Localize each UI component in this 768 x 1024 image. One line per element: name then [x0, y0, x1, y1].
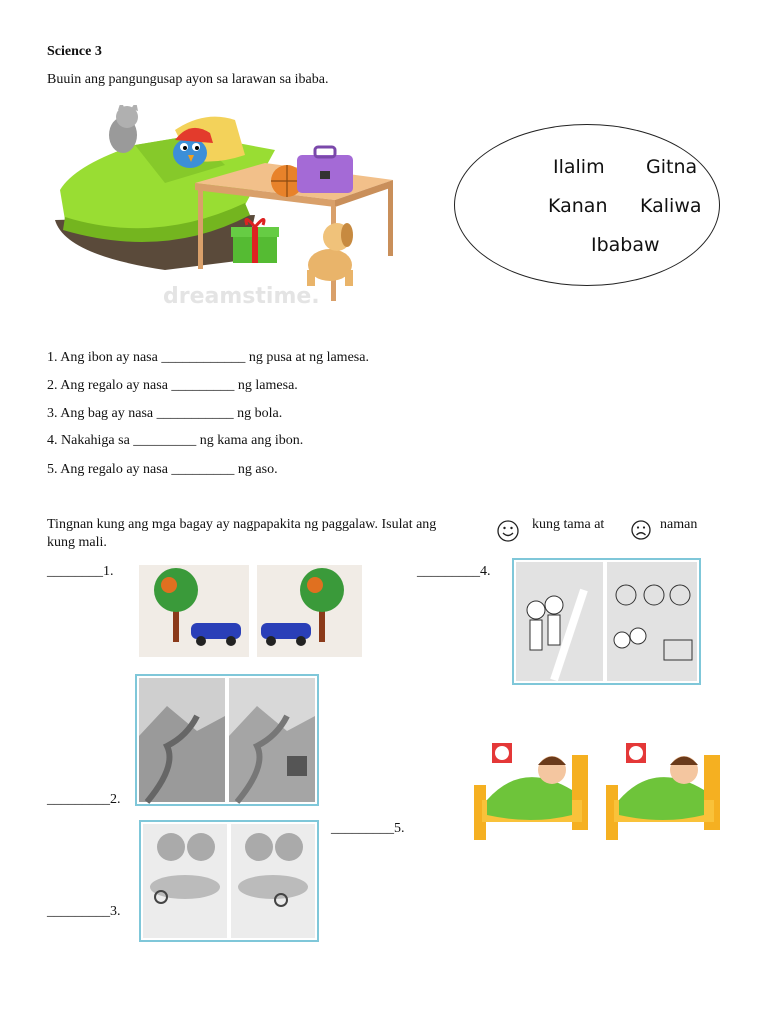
question-3: 3. Ang bag ay nasa ___________ ng bola.	[47, 406, 283, 421]
item-5-blank: _________5.	[331, 821, 405, 836]
question-5: 5. Ang regalo ay nasa _________ ng aso.	[47, 462, 278, 477]
word-ilalim: Ilalim	[553, 156, 605, 178]
watermark-text: dreamstime.	[163, 284, 320, 309]
item-1-blank: ________1.	[47, 564, 114, 579]
item-2-landscape-pictures	[137, 676, 317, 804]
item-5-picture-b	[604, 740, 729, 848]
item-5-picture-a	[472, 740, 597, 848]
item-4-blank: _________4.	[417, 564, 491, 579]
word-kaliwa: Kaliwa	[640, 195, 702, 217]
bedroom-scene-illustration	[45, 105, 425, 315]
bird	[173, 138, 207, 168]
car	[261, 623, 311, 639]
item-3-picture-frame	[139, 820, 319, 942]
word-ibabaw: Ibabaw	[591, 234, 660, 256]
question-1: 1. Ang ibon ay nasa ____________ ng pusa at ng lamesa.	[47, 350, 369, 365]
car	[191, 623, 241, 639]
item-3-blank: _________3.	[47, 904, 121, 919]
sad-face-icon	[630, 519, 652, 541]
item-1-picture-a	[139, 565, 249, 657]
instruction-motion: Tingnan kung ang mga bagay ay nagpapakita ng paggalaw. Isulat ang	[47, 517, 437, 532]
blanket	[619, 777, 704, 820]
item-1-picture-b	[257, 565, 362, 657]
blanket	[487, 777, 572, 820]
instruction-motion-part2: kung tama at	[532, 517, 605, 532]
question-4: 4. Nakahiga sa _________ ng kama ang ibon.	[47, 433, 304, 448]
item-4-picture-frame	[512, 558, 701, 685]
item-3-park-pictures	[141, 822, 317, 940]
instruction-fill-in: Buuin ang pangungusap ayon sa larawan sa ibaba.	[47, 72, 329, 87]
worksheet-title: Science 3	[47, 44, 102, 59]
word-gitna: Gitna	[646, 156, 698, 178]
item-2-blank: _________2.	[47, 792, 121, 807]
question-2: 2. Ang regalo ay nasa _________ ng lamesa.	[47, 378, 298, 393]
smiley-face-icon	[496, 519, 520, 543]
item-2-picture-frame	[135, 674, 319, 806]
word-kanan: Kanan	[548, 195, 608, 217]
item-4-kids-running-pictures	[514, 560, 699, 683]
instruction-motion-part4: kung mali.	[47, 535, 107, 550]
instruction-motion-part3: naman	[660, 517, 698, 532]
